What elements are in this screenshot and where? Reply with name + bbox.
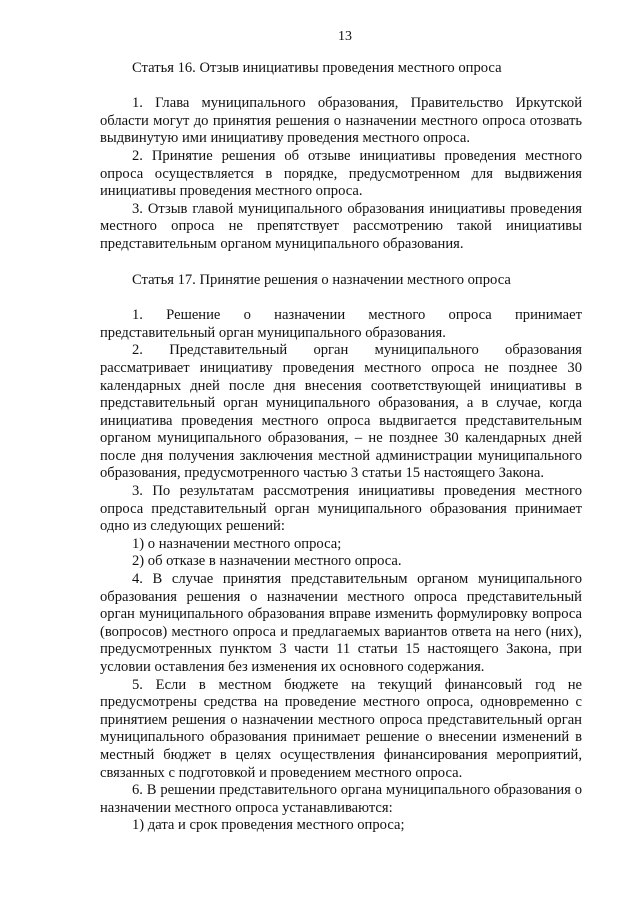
article-17-paragraph-3: 3. По результатам рассмотрения инициативы проведения местного опроса представительный орган муниципального образования принимает одно из следующих решений:	[100, 483, 582, 535]
article-16-paragraph-1: 1. Глава муниципального образования, Правительство Иркутской области могут до принятия решения о назначении местного опроса отозвать выдвинутую ими инициативу проведения местного опроса.	[100, 95, 582, 147]
article-16-paragraph-3: 3. Отзыв главой муниципального образования инициативы проведения местного опроса не препятствует рассмотрению такой инициативы представительным органом муниципального образования.	[100, 200, 582, 252]
article-16-heading: Статья 16. Отзыв инициативы проведения местного опроса	[132, 59, 502, 76]
article-17-paragraph-5: 5. Если в местном бюджете на текущий финансовый год не предусмотрены средства на проведение местного опроса, одновременно с принятием решения о назначении местного опроса представительный орган муниципального образования принимает решение о внесении изменений в местный бюджет в целях осуществления финансирования мероприятий, связанных с подготовкой и проведением местного опроса.	[100, 676, 582, 781]
document-page	[100, 28, 582, 835]
article-17-paragraph-2: 2. Представительный орган муниципального образования рассматривает инициативу проведения местного опроса не позднее 30 календарных дней после дня внесения соответствующей инициативы в представительный орган муниципального образования, а в случае, когда инициатива проведения местного опроса выдвигается представительным органом муниципального образования, – не позднее 30 календарных дней после дня получения заключения местной администрации муниципального образования, предусмотренного частью 3 статьи 15 настоящего Закона.	[100, 342, 582, 482]
page-number: 13	[338, 29, 352, 44]
article-17-list-item-2: 2) об отказе в назначении местного опроса.	[132, 553, 402, 570]
article-17-list-item-date: 1) дата и срок проведения местного опроса;	[132, 817, 405, 834]
article-17-heading: Статья 17. Принятие решения о назначении местного опроса	[132, 271, 511, 288]
article-17-paragraph-4: 4. В случае принятия представительным органом муниципального образования решения о назначении местного опроса представительный орган муниципального образования вправе изменить формулировку вопроса (вопросов) местного опроса и предлагаемых вариантов ответа на него (них), предусмотренных пунктом 3 части 11 статьи 15 настоящего Закона, при условии оставления без изменения их основного содержания.	[100, 571, 582, 675]
article-17-paragraph-6: 6. В решении представительного органа муниципального образования о назначении местного опроса устанавливаются:	[100, 782, 582, 816]
article-17-list-item-1: 1) о назначении местного опроса;	[132, 535, 342, 552]
article-17-paragraph-1: 1. Решение о назначении местного опроса принимает представительный орган муниципального образования.	[100, 307, 582, 341]
article-16-paragraph-2: 2. Принятие решения об отзыве инициативы проведения местного опроса осуществляется в порядке, предусмотренном для выдвижения инициативы проведения местного опроса.	[100, 147, 582, 200]
